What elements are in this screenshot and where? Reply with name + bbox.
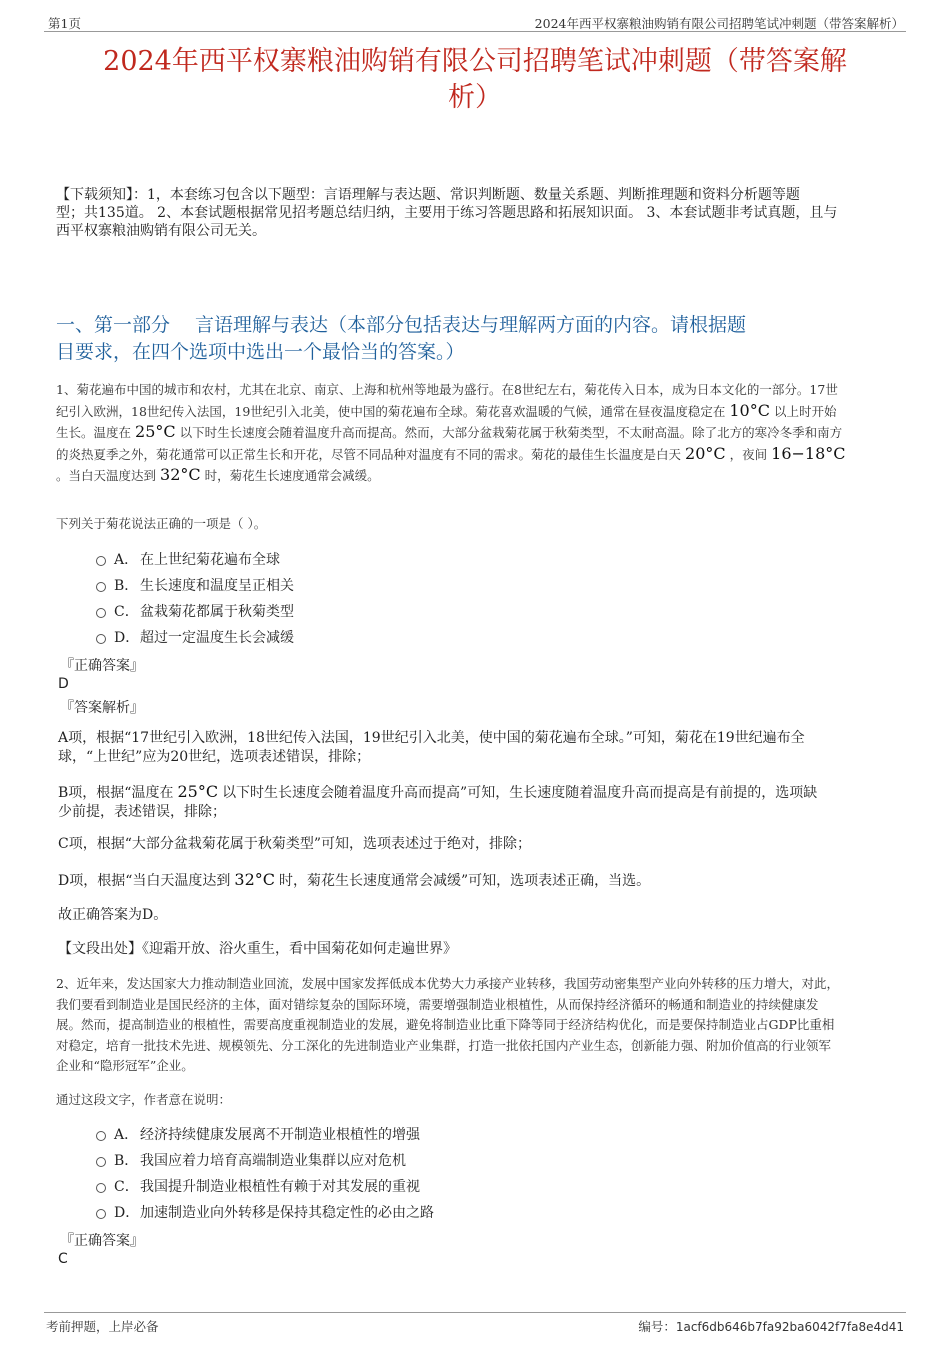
question-1-prompt: 下列关于菊花说法正确的一项是（ ）。	[56, 516, 267, 531]
temp-20c: 20°C	[685, 443, 726, 463]
radio-icon[interactable]	[96, 634, 106, 644]
radio-icon[interactable]	[96, 1157, 106, 1167]
q1-option-d[interactable]	[96, 624, 796, 650]
q1-answer-label: 『正确答案』	[60, 658, 144, 674]
radio-icon[interactable]	[96, 1131, 106, 1141]
q1-line-seg: 的炎热夏季之外，菊花通常可以正常生长和开花，尽管不同品种对温度有不同的需求。菊花的最佳生长温度是白天	[56, 446, 682, 462]
q1-line-seg: 时，菊花生长速度通常会减缓。	[204, 468, 380, 483]
option-text: 盆栽菊花都属于秋菊类型	[140, 604, 294, 620]
q1-line-seg: 。当白天温度达到	[56, 468, 157, 483]
q2-line: 我们要看到制造业是国民经济的主体，面对错综复杂的国际环境，需要增强制造业根植性，从而保持经济循环的畅通和制造业的持续健康发	[56, 996, 819, 1012]
notice-line: 【下载须知】：1，本套练习包含以下题型：言语理解与表达题、常识判断题、数量关系题、判断推理题和资料分析题等题	[56, 187, 800, 203]
analysis-seg: B项，根据“温度在	[58, 785, 174, 801]
q1-option-a[interactable]	[96, 546, 796, 572]
analysis-line	[58, 782, 888, 803]
q1-line	[56, 444, 902, 466]
section-heading	[56, 312, 902, 366]
option-text: 加速制造业向外转移是保持其稳定性的必由之路	[140, 1205, 434, 1221]
option-text: 经济持续健康发展离不开制造业根植性的增强	[140, 1127, 420, 1143]
q1-source: 【文段出处】《迎霜开放、浴火重生，看中国菊花如何走遍世界》	[58, 941, 457, 957]
q2-line: 企业和“隐形冠军”企业。	[56, 1058, 194, 1073]
q1-analysis-c: C项，根据“大部分盆栽菊花属于秋菊类型”可知，选项表述过于绝对，排除；	[58, 836, 532, 852]
option-letter: B．	[114, 1153, 139, 1169]
footer-code-value: 1acf6db646b7fa92ba6042f7fa8e4d41	[675, 1320, 904, 1334]
question-1-text	[56, 380, 902, 487]
q2-option-b[interactable]	[96, 1147, 796, 1173]
option-letter: A．	[114, 1127, 139, 1143]
header-doc-title: 2024年西平权寨粮油购销有限公司招聘笔试冲刺题（带答案解析）	[534, 16, 904, 31]
analysis-seg: 时，菊花生长速度通常会减缓”可知，选项表述正确，当选。	[279, 873, 651, 889]
option-text: 我国应着力培育高端制造业集群以应对危机	[140, 1153, 406, 1169]
question-1-options	[96, 546, 796, 650]
notice-line: 型；共135道。 2、本套试题根据常见招考题总结归纳，主要用于练习答题思路和拓展知识面。 3、本套试题非考试真题，且与	[56, 205, 838, 221]
q1-line-seg: 以上时开始	[773, 403, 837, 419]
question-2-options	[96, 1121, 796, 1225]
analysis-line: 少前提，表述错误，排除；	[58, 804, 226, 820]
q1-analysis-label: 『答案解析』	[60, 700, 144, 716]
temp-16-18c: 16−18°C	[771, 443, 846, 463]
notice-line: 西平权寨粮油购销有限公司无关。	[56, 223, 266, 239]
q1-analysis-a	[58, 729, 888, 767]
question-2-text	[56, 974, 902, 1077]
q2-line: 2、近年来，发达国家大力推动制造业回流，发展中国家发挥低成本优势大力承接产业转移，我国劳动密集型产业向外转移的压力增大，对此，	[56, 976, 839, 991]
download-notice	[56, 186, 902, 240]
section-heading-line: 一、第一部分 言语理解与表达（本部分包括表达与理解两方面的内容。请根据题	[56, 314, 747, 336]
option-text: 生长速度和温度呈正相关	[140, 578, 294, 594]
option-text: 我国提升制造业根植性有赖于对其发展的重视	[140, 1179, 420, 1195]
section-heading-line: 目要求，在四个选项中选出一个最恰当的答案。）	[56, 341, 465, 363]
option-text: 超过一定温度生长会减缓	[140, 630, 294, 646]
question-2-prompt: 通过这段文字，作者意在说明：	[56, 1092, 232, 1107]
analysis-seg: 以下时生长速度会随着温度升高而提高”可知，生长速度随着温度升高而提高是有前提的，选项缺	[222, 785, 818, 801]
option-letter: D．	[114, 630, 140, 646]
q2-line: 展。然而，提高制造业的根植性，需要高度重视制造业的发展，避免将制造业比重下降等同于经济结构优化，而是要保持制造业占GDP比重相	[56, 1017, 835, 1032]
q1-line-seg: ，夜间	[729, 446, 768, 462]
q1-line	[56, 401, 902, 423]
radio-icon[interactable]	[96, 1209, 106, 1219]
radio-icon[interactable]	[96, 608, 106, 618]
q1-line: 1、菊花遍布中国的城市和农村，尤其在北京、南京、上海和杭州等地最为盛行。在8世纪左右，菊花传入日本，成为日本文化的一部分。17世	[56, 382, 838, 397]
option-letter: C．	[114, 1179, 139, 1195]
temp-32c: 32°C	[234, 870, 275, 889]
option-text: 在上世纪菊花遍布全球	[140, 552, 280, 568]
q2-answer: C	[58, 1251, 68, 1267]
q1-line	[56, 465, 902, 487]
radio-icon[interactable]	[96, 1183, 106, 1193]
q1-line-seg: 纪引入欧洲，18世纪传入法国，19世纪引入北美，使中国的菊花遍布全球。菊花喜欢温暖的气候，通常在昼夜温度稳定在	[56, 403, 726, 419]
running-header	[44, 8, 906, 32]
footer-code-label: 编号：	[638, 1319, 676, 1334]
q1-line-seg: 生长。温度在	[56, 425, 132, 440]
option-letter: B．	[114, 578, 139, 594]
temp-10c: 10°C	[729, 400, 770, 420]
q1-analysis-d	[58, 870, 888, 891]
q2-line: 对稳定，培育一批技术先进、规模领先、分工深化的先进制造业产业集群，打造一批依托国内产业生态，创新能力强、附加价值高的行业领军	[56, 1037, 832, 1053]
radio-icon[interactable]	[96, 582, 106, 592]
analysis-seg: D项，根据“当白天温度达到	[58, 873, 231, 889]
temp-25c: 25°C	[177, 782, 219, 801]
analysis-line: A项，根据“17世纪引入欧洲，18世纪传入法国，19世纪引入北美，使中国的菊花遍布全球。”可知，菊花在19世纪遍布全	[58, 730, 805, 746]
option-letter: C．	[114, 604, 139, 620]
footer-slogan: 考前押题，上岸必备	[46, 1319, 159, 1334]
q2-option-a[interactable]	[96, 1121, 796, 1147]
page-number: 第1页	[48, 16, 81, 31]
q1-conclusion: 故正确答案为D。	[58, 907, 168, 923]
option-letter: D．	[114, 1205, 140, 1221]
q1-option-b[interactable]	[96, 572, 796, 598]
temp-32c: 32°C	[160, 465, 201, 484]
q2-option-c[interactable]	[96, 1173, 796, 1199]
page-title-line2: 析）	[448, 82, 502, 113]
q1-analysis-b	[58, 782, 888, 822]
footer-code	[638, 1317, 904, 1335]
option-letter: A．	[114, 552, 139, 568]
analysis-line: 球，“上世纪”应为20世纪，选项表述错误，排除；	[58, 749, 371, 765]
q2-answer-label: 『正确答案』	[60, 1233, 144, 1249]
page-title	[50, 44, 900, 116]
page-title-line1: 2024年西平权寨粮油购销有限公司招聘笔试冲刺题（带答案解	[103, 46, 847, 77]
q1-line-seg: 以下时生长速度会随着温度升高而提高。然而，大部分盆栽菊花属于秋菊类型，不太耐高温。除了北方的寒冷冬季和南方	[179, 425, 843, 440]
temp-25c: 25°C	[135, 422, 176, 441]
radio-icon[interactable]	[96, 556, 106, 566]
q1-line	[56, 422, 902, 444]
q1-option-c[interactable]	[96, 598, 796, 624]
q2-option-d[interactable]	[96, 1199, 796, 1225]
page-footer	[44, 1312, 906, 1334]
q1-answer: D	[58, 676, 69, 692]
